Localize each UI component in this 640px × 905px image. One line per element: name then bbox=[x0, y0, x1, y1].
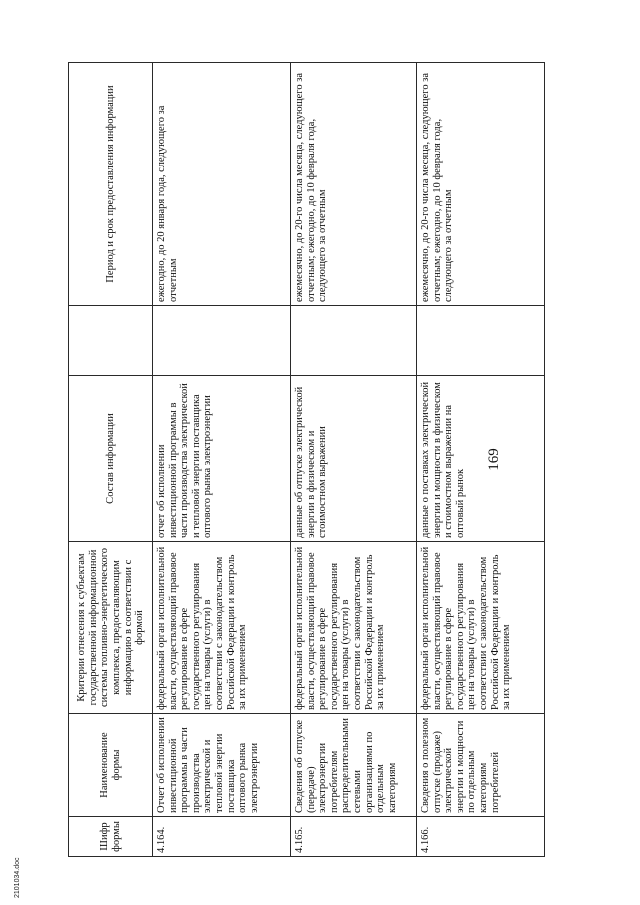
cell-content: данные о поставках электрической энергии и мощности в физическом и стоимостном выражении на оптовый рынок bbox=[417, 376, 545, 542]
cell-form-name: Сведения об отпуске (передаче) электроэнергии потребителям распределительными сетевыми организациями по отдельным категориям bbox=[291, 714, 417, 817]
cell-empty bbox=[417, 306, 545, 376]
cell-code: 4.165. bbox=[291, 817, 417, 857]
header-criteria: Критерии отнесения к субъектам государственной информационной системы топливно-энергетического комплекса, предоставляющим информацию в соответствии с формой bbox=[69, 542, 153, 714]
forms-table bbox=[68, 62, 545, 857]
document-code: 2101034.doc bbox=[14, 857, 21, 898]
table-row bbox=[417, 63, 545, 857]
cell-empty bbox=[291, 306, 417, 376]
cell-code: 4.164. bbox=[153, 817, 291, 857]
cell-empty bbox=[153, 306, 291, 376]
header-empty bbox=[69, 306, 153, 376]
cell-period: ежемесячно, до 20-го числа месяца, следующего за отчетным; ежегодно, до 10 февраля года, следующего за отчетным bbox=[291, 63, 417, 306]
table-row bbox=[291, 63, 417, 857]
cell-form-name: Отчет об исполнении инвестиционной программы в части производства электрической и тепловой энергии поставщика оптового рынка электроэнергии bbox=[153, 714, 291, 817]
table-row bbox=[153, 63, 291, 857]
header-period: Период и срок предоставления информации bbox=[69, 63, 153, 306]
cell-criteria: федеральный орган исполнительной власти, осуществляющий правовое регулирование в сфере государственного регулирования цен на товары (услуги) в соответствии с законодательством Российской Федерации и контроль за их применением bbox=[291, 542, 417, 714]
header-content: Состав информации bbox=[69, 376, 153, 542]
table-header-row bbox=[69, 63, 153, 857]
header-code: Шифр формы bbox=[69, 817, 153, 857]
cell-criteria: федеральный орган исполнительной власти, осуществляющий правовое регулирование в сфере государственного регулирования цен на товары (услуги) в соответствии с законодательством Российской Федерации и контроль за их применением bbox=[417, 542, 545, 714]
cell-content: отчет об исполнении инвестиционной программы в части производства электрической и тепловой энергии поставщика оптового рынка электроэнергии bbox=[153, 376, 291, 542]
rotated-page bbox=[68, 62, 588, 857]
header-form-name: Наименование формы bbox=[69, 714, 153, 817]
cell-code: 4.166. bbox=[417, 817, 545, 857]
cell-period: ежемесячно, до 20-го числа месяца, следующего за отчетным; ежегодно, до 10 февраля года, следующего за отчетным bbox=[417, 63, 545, 306]
cell-content: данные об отпуске электрической энергии в физическом и стоимостном выражении bbox=[291, 376, 417, 542]
cell-criteria: федеральный орган исполнительной власти, осуществляющий правовое регулирование в сфере государственного регулирования цен на товары (услуги) в соответствии с законодательством Российской Федерации и контроль за их применением bbox=[153, 542, 291, 714]
cell-form-name: Сведения о полезном отпуске (продаже) электрической энергии и мощности по отдельным категориям потребителей bbox=[417, 714, 545, 817]
cell-period: ежегодно, до 20 января года, следующего за отчетным bbox=[153, 63, 291, 306]
page-number: 169 bbox=[486, 448, 502, 471]
